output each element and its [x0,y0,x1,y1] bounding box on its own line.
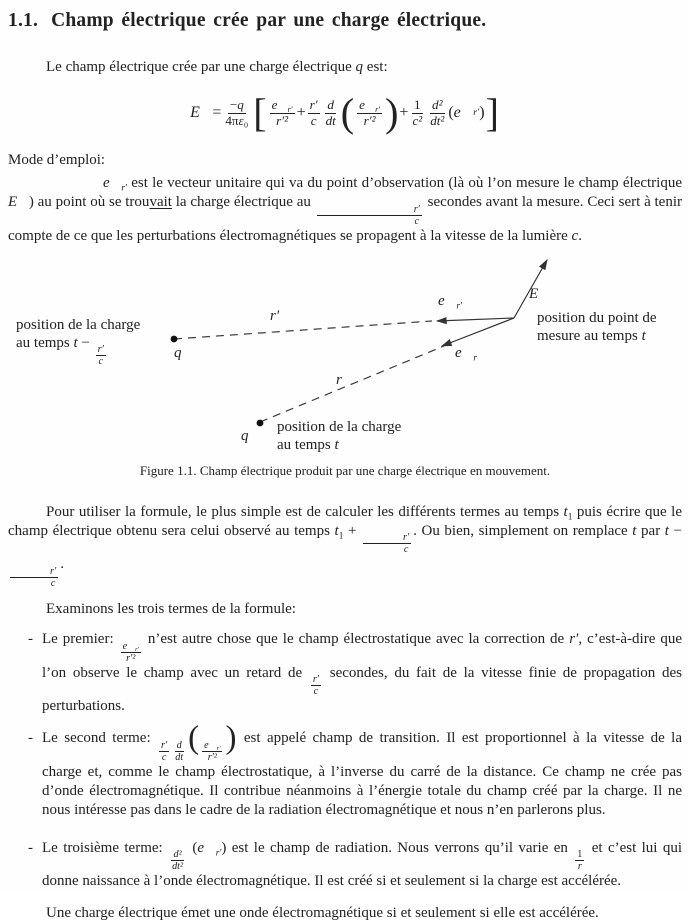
dashed-line-r [260,346,444,422]
figure-caption: Figure 1.1. Champ électrique produit par une charge électrique en mouvement. [139,462,551,478]
figure-diagram [8,252,696,486]
examinons-line: Examinons les trois termes de la formule: [46,600,296,617]
bullet-second-text: Le second terme: $\frac{r'}{c}$ $\frac{d}{dt}$ ( $\frac{e⃗_{r'}}{\text{r′²}}$ ) est appelé champ de transition. Il est proportionnel à la vitesse de la charge et, comme le champ électrostatique, à l’inverse du carré de la distance. Ce champ ne crée pas d’onde électromagnétique. Il contribue néanmoins à l’énergie totale du champ créé par la charge. Il ne nous intéresse pas dans le cadre de la radiation électromagnétique et nous n’en parlerons plus. [42,719,682,818]
section-title: Champ électrique crée par une charge électrique. [51,10,487,31]
label-e-field: E⃗ [529,285,550,302]
section-number: 1.1. [8,10,39,31]
mode-demploi-label: Mode d’emploi: [8,152,106,168]
field-equation: E⃗ = $\frac{-q}{\text{4πε₀}}$ [ $\frac{e⃗_{r'}}{\text{r′²}}$ + $\frac{r'}{c}$ $\frac{d}{dt}$ ( $\frac{e⃗_{r'}}{\text{r′²}}$ ) + $\frac{1}{\text{c²}}$ $\frac{\text{d²}}{\text{dt²}}$ ( e⃗ r′ ) ] [190,90,499,135]
label-measure-point-line1: position du point de [537,309,657,326]
charge-dot-now [257,419,264,426]
conclusion-paragraph: Une charge électrique émet une onde électromagnétique si et seulement si elle est accélérée. [46,905,599,922]
label-charge-now-line1: position de la charge [277,418,402,435]
vector-e-r-prime-arrow [437,318,514,321]
bullet-premier-text: Le premier: $\frac{e⃗_{r'}}{\text{r′²}}$ n’est autre chose que le champ électrostatique avec la correction de r′, c’est-à-dire que l’on observe le champ avec un retard de $\frac{r'}{c}$ secondes, du fait de la vitesse finie de propagation des perturbations. [42,630,682,715]
label-r-prime: r′ [270,307,280,324]
vector-e-r-arrow [442,318,514,346]
charge-dot-retarded [171,335,178,342]
bullet-dash: - [28,630,33,647]
dashed-line-r-prime [174,321,432,339]
usage-paragraph: Pour utiliser la formule, le plus simple est de calculer les différents termes au temps $t_1$ puis écrire que le champ électrique obtenu sera celui observé au temps $t_1$ + $\frac{r'}{c}$ . Ou bien, simplement on remplace t par t − $\frac{r'}{c}$ . [8,503,683,589]
label-charge-retarded-line1: position de la charge [16,316,141,333]
section-heading [8,10,682,32]
bullet-premier-terme [8,630,682,716]
bullet-troisieme-text: Le troisième terme: $\frac{\text{d²}}{\text{dt²}}$ $(e⃗_{r'})$ est le champ de radiation. Nous verrons qu’il varie en $\frac{1}{r}$ et c’est lui qui donne naissance à l’onde électromagnétique. Il est créé si et seulement si la charge est accélérée. [42,839,682,890]
figure-1-1 [8,252,682,486]
label-charge-now-line2: au temps t [277,436,339,453]
label-q-now: q [241,427,249,444]
intro-paragraph: Le champ électrique crée par une charge électrique q est: [46,59,388,75]
mode-demploi-paragraph: $e⃗_{r'}$ est le vecteur unitaire qui va du point d’observation (là où l’on mesure le champ électrique E⃗) au point où se trouvait la charge électrique au $\frac{r'}{c}$ secondes avant la mesure. Ceci sert à tenir compte de ce que les perturbations électromagnétiques se propagent à la vitesse de la lumière c. [8,175,683,244]
bullet-dash: - [28,839,33,856]
label-r: r [336,371,342,388]
bullet-troisieme-terme [8,839,682,892]
bullet-dash: - [28,730,33,747]
label-e-r: $e⃗_r$ [455,344,477,363]
label-measure-point-line2: mesure au temps t [537,327,646,344]
label-q-retarded: q [174,344,182,361]
label-e-r-prime: $e⃗_{r'}$ [438,292,462,311]
bullet-second-terme [8,719,682,820]
label-charge-retarded-line2: au temps t − $\frac{r'}{c}$ [16,334,104,368]
